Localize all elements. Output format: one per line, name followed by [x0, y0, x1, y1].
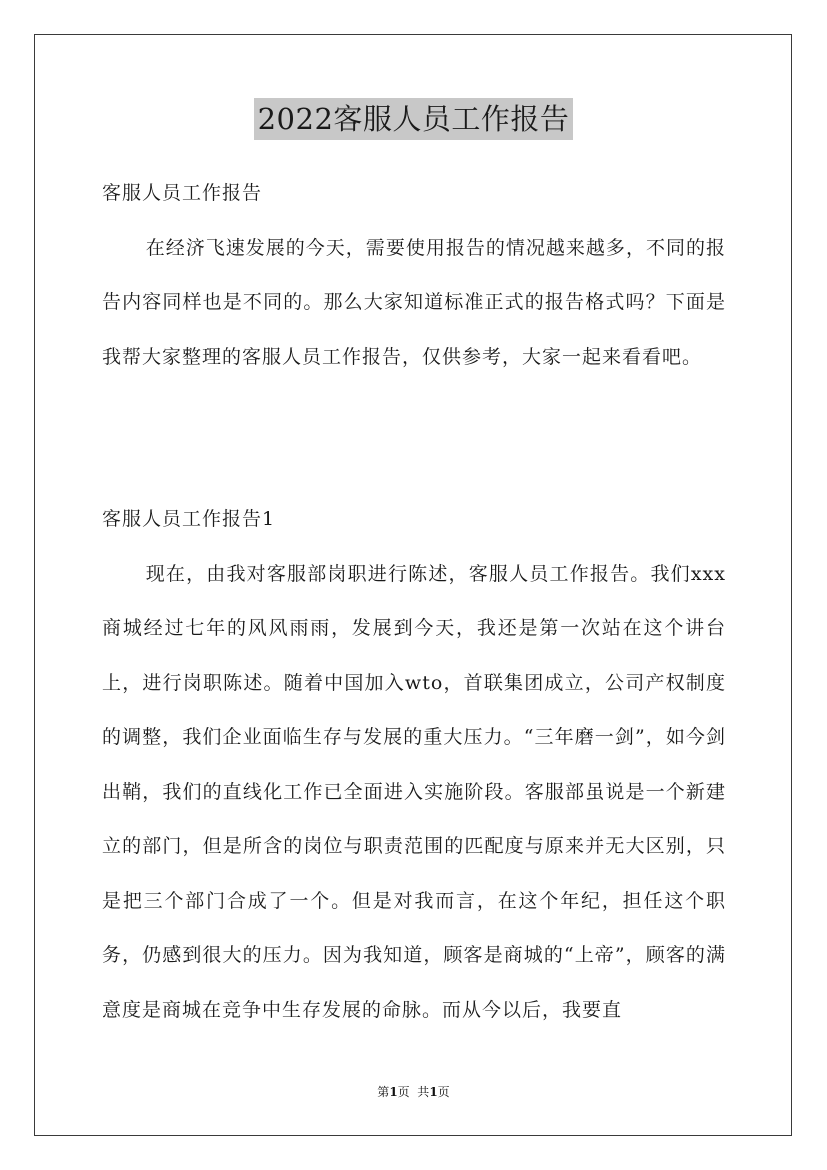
footer-page-suffix: 页: [437, 1085, 450, 1099]
page-footer: [0, 1082, 827, 1102]
section-heading: 客服人员工作报告: [102, 182, 263, 204]
report-1-paragraph: 现在，由我对客服部岗职进行陈述，客服人员工作报告。我们xxx商城经过七年的风风雨雨，发展到今天，我还是第一次站在这个讲台上，进行岗职陈述。随着中国加入wto，首联集团成立，公司产权制度的调整，我们企业面临生存与发展的重大压力。“三年磨一剑”，如今剑出鞘，我们的直线化工作已全面进入实施阶段。客服部虽说是一个新建立的部门，但是所含的岗位与职责范围的匹配度与原来并无大区别，只是把三个部门合成了一个。但是对我而言，在这个年纪，担任这个职务，仍感到很大的压力。因为我知道，顾客是商城的“上帝”，顾客的满意度是商城在竞争中生存发展的命脉。而从今以后，我要直: [102, 562, 726, 1021]
title-wrap: [0, 98, 827, 140]
footer-page-prefix: 第: [377, 1085, 390, 1099]
footer-page-mid: 页 共: [397, 1085, 430, 1099]
document-title: 2022客服人员工作报告: [254, 98, 574, 140]
intro-paragraph: 在经济飞速发展的今天，需要使用报告的情况越来越多，不同的报告内容同样也是不同的。那么大家知道标准正式的报告格式吗？下面是我帮大家整理的客服人员工作报告，仅供参考，大家一起来看看吧。: [102, 236, 726, 368]
report-1-heading: 客服人员工作报告1: [102, 508, 276, 530]
footer-page-current: 1: [389, 1085, 398, 1099]
document-body-intro: [102, 166, 726, 384]
footer-page-total: 1: [429, 1085, 438, 1099]
document-body-report-1: [102, 492, 726, 1037]
